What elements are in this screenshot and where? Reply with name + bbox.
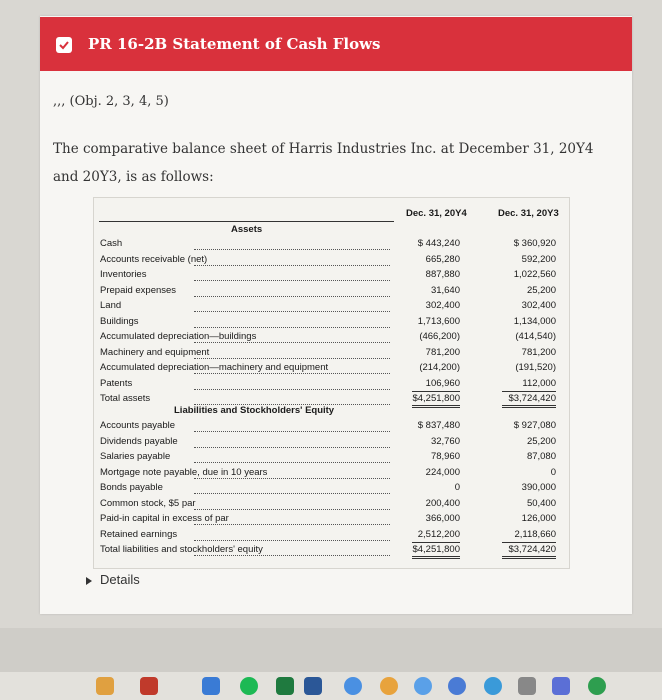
total-double-rule: [502, 405, 556, 406]
question-header: [40, 17, 632, 71]
value-20y3: (191,520): [515, 362, 556, 373]
value-20y4: 366,000: [425, 513, 460, 524]
row-label: Total assets: [100, 393, 151, 404]
word-icon[interactable]: [304, 677, 322, 695]
value-20y4: 106,960: [425, 377, 460, 389]
row-label: Accounts receivable (net): [100, 253, 208, 265]
total-double-rule: [502, 558, 556, 559]
total-rule: [412, 391, 460, 392]
value-20y3: 2,118,660: [514, 528, 556, 540]
value-20y3: 112,000: [522, 377, 556, 389]
value-20y3: 781,200: [521, 346, 556, 358]
leader-dots: [194, 437, 390, 448]
value-20y3: 87,080: [526, 451, 556, 462]
row-label: Buildings: [100, 315, 139, 327]
row-label: Retained earnings: [100, 528, 178, 540]
value-20y4: $4,251,800: [412, 393, 460, 404]
row-label: Common stock, $5 par: [100, 497, 196, 509]
value-20y4: $4,251,800: [412, 544, 460, 555]
page-title: PR 16-2B Statement of Cash Flows: [88, 35, 381, 53]
value-20y4: 1,713,600: [417, 315, 460, 327]
value-20y3: 50,400: [526, 497, 556, 509]
total-double-rule: [502, 407, 556, 408]
browser-icon[interactable]: [484, 677, 502, 695]
spotify-icon[interactable]: [240, 677, 258, 695]
finder-icon[interactable]: [96, 677, 114, 695]
leader-dots: [194, 379, 390, 390]
row-label: Bonds payable: [100, 482, 163, 493]
row-label: Dividends payable: [100, 435, 178, 447]
value-20y4: (466,200): [419, 331, 460, 342]
leader-dots: [194, 317, 390, 328]
value-20y3: 1,022,560: [513, 269, 556, 280]
col-header-20y3: Dec. 31, 20Y3: [498, 208, 559, 219]
value-20y4: 200,400: [425, 497, 460, 509]
intro-text: The comparative balance sheet of Harris Industries Inc. at December 31, 20Y4 and 20Y3, is as follows:: [53, 141, 594, 185]
leader-dots: [194, 483, 390, 494]
details-toggle[interactable]: [86, 572, 140, 587]
value-20y3: 25,200: [526, 284, 556, 296]
calendar-icon[interactable]: [552, 677, 570, 695]
value-20y4: $ 837,480: [417, 420, 460, 431]
row-label: Accumulated depreciation—machinery and equipment: [100, 362, 329, 373]
row-label: Accounts payable: [100, 420, 175, 431]
value-20y3: 390,000: [521, 482, 556, 493]
app-icon[interactable]: [140, 677, 158, 695]
leader-dots: [194, 270, 390, 281]
balance-sheet-image: [93, 197, 570, 569]
objectives-text: ,,, (Obj. 2, 3, 4, 5): [53, 94, 169, 109]
checkbox-icon[interactable]: [56, 37, 72, 53]
total-rule: [502, 391, 556, 392]
app-icon[interactable]: [588, 677, 606, 695]
details-label: Details: [100, 572, 140, 587]
row-label: Inventories: [100, 269, 147, 280]
leader-dots: [194, 530, 390, 541]
value-20y4: 781,200: [425, 346, 460, 358]
value-20y4: 78,960: [430, 451, 460, 462]
leader-dots: [194, 452, 390, 463]
value-20y3: $3,724,420: [508, 544, 556, 555]
taskbar: [0, 672, 662, 700]
browser-icon[interactable]: [448, 677, 466, 695]
total-double-rule: [412, 407, 460, 408]
value-20y3: 25,200: [526, 435, 556, 447]
excel-icon[interactable]: [276, 677, 294, 695]
value-20y3: 126,000: [521, 513, 556, 524]
value-20y4: 32,760: [430, 435, 460, 447]
assets-heading: Assets: [231, 224, 263, 235]
leader-dots: [194, 421, 390, 432]
total-rule: [412, 542, 460, 543]
leader-dots: [194, 286, 390, 297]
value-20y3: $3,724,420: [508, 393, 556, 404]
row-label: Accumulated depreciation—buildings: [100, 331, 257, 342]
leader-dots: [194, 301, 390, 312]
value-20y4: 224,000: [425, 466, 460, 478]
row-label: Patents: [100, 377, 133, 389]
value-20y3: (414,540): [515, 331, 556, 342]
browser-icon[interactable]: [380, 677, 398, 695]
value-20y3: $ 927,080: [513, 420, 556, 431]
col-header-20y4: Dec. 31, 20Y4: [406, 208, 467, 219]
total-double-rule: [502, 556, 556, 557]
value-20y4: 887,880: [425, 269, 460, 280]
row-label: Mortgage note payable, due in 10 years: [100, 466, 268, 478]
chrome-icon[interactable]: [344, 677, 362, 695]
value-20y4: 0: [454, 482, 460, 493]
leader-dots: [194, 255, 390, 266]
value-20y4: 302,400: [425, 300, 460, 311]
value-20y3: 1,134,000: [513, 315, 556, 327]
value-20y4: (214,200): [419, 362, 460, 373]
value-20y4: 665,280: [425, 253, 460, 265]
leader-dots: [194, 499, 390, 510]
app-icon[interactable]: [202, 677, 220, 695]
value-20y4: 2,512,200: [417, 528, 460, 540]
row-label: Total liabilities and stockholders' equity: [100, 544, 263, 555]
row-label: Prepaid expenses: [100, 284, 177, 296]
liabilities-heading: Liabilities and Stockholders' Equity: [174, 405, 335, 416]
total-double-rule: [412, 558, 460, 559]
window-bottom-strip: [0, 628, 662, 672]
row-label: Machinery and equipment: [100, 346, 210, 358]
triangle-right-icon: [86, 577, 92, 585]
browser-icon[interactable]: [414, 677, 432, 695]
value-20y4: 31,640: [430, 284, 460, 296]
value-20y3: 302,400: [521, 300, 556, 311]
app-icon[interactable]: [518, 677, 536, 695]
value-20y4: $ 443,240: [417, 238, 460, 249]
total-rule: [502, 542, 556, 543]
leader-dots: [194, 239, 390, 250]
row-label: Paid-in capital in excess of par: [100, 513, 229, 524]
row-label: Salaries payable: [100, 451, 171, 462]
leader-dots: [194, 394, 390, 405]
leader-dots: [194, 348, 390, 359]
row-label: Cash: [100, 238, 123, 249]
header-rule: [99, 221, 394, 222]
total-double-rule: [412, 556, 460, 557]
value-20y3: 592,200: [521, 253, 556, 265]
row-label: Land: [100, 300, 122, 311]
total-double-rule: [412, 405, 460, 406]
value-20y3: 0: [550, 466, 556, 478]
value-20y3: $ 360,920: [513, 238, 556, 249]
